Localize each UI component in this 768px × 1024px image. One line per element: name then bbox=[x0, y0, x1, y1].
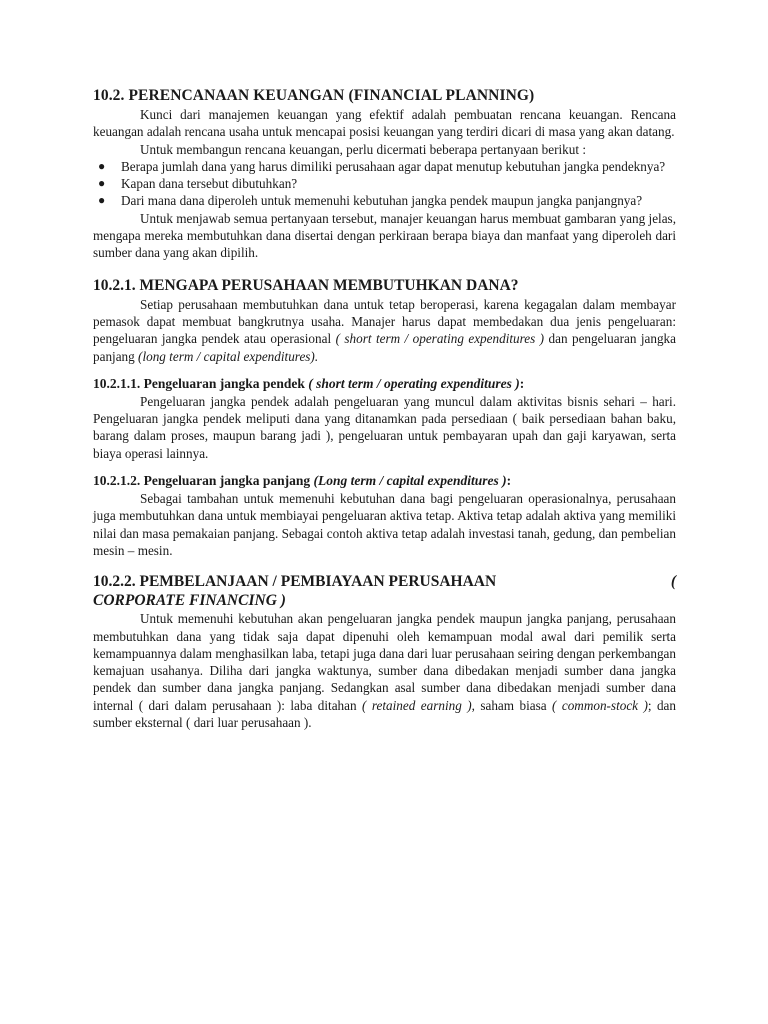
heading-run-italic: ( short term / operating expenditures ) bbox=[308, 375, 520, 391]
list-item bbox=[93, 175, 676, 192]
text-run: Setiap perusahaan membutuhkan dana untuk tetap beroperasi, karena kegagalan dalam membayar pemasok dapat membuat bangkrutnya usaha. Manajer harus dapat membedakan dua jenis pengeluaran: pengeluaran jangka pendek atau operasional bbox=[93, 296, 676, 347]
paragraph-intro: Kunci dari manajemen keuangan yang efektif adalah pembuatan rencana keuangan. Rencana keuangan adalah rencana usaha untuk mencapai posisi keuangan yang terdiri dicari di masa yang akan datang. bbox=[93, 107, 676, 140]
subsection-heading-short-term bbox=[93, 375, 676, 393]
text-run: dan pengeluaran jangka panjang bbox=[93, 331, 676, 364]
heading-run: 10.2.1.2. Pengeluaran jangka panjang bbox=[93, 473, 314, 489]
paragraph-answer: Untuk menjawab semua pertanyaan tersebut, manajer keuangan harus membuat gambaran yang jelas, mengapa mereka membutuhkan dana disertai dengan perkiraan berapa biaya dan manfaat yang diperoleh dari sumber dana yang akan dipilih. bbox=[93, 210, 676, 261]
paragraph-corporate-financing bbox=[93, 610, 676, 731]
heading-run-italic: (Long term / capital expenditures ) bbox=[313, 473, 507, 489]
text-run-italic: ( retained earning ) bbox=[362, 697, 472, 713]
heading-row bbox=[93, 572, 676, 591]
text-run-italic: ( common-stock ) bbox=[552, 697, 648, 713]
list-item-text: Kapan dana tersebut dibutuhkan? bbox=[121, 176, 298, 192]
list-item-text: Dari mana dana diperoleh untuk memenuhi kebutuhan jangka pendek maupun jangka panjangnya? bbox=[121, 193, 643, 209]
section-heading-corporate-financing bbox=[93, 572, 676, 610]
bullet-icon: ● bbox=[98, 176, 106, 191]
paragraph-long-term: Sebagai tambahan untuk memenuhi kebutuhan dana bagi pengeluaran operasionalnya, perusahaan juga membutuhkan dana untuk membiayai pengeluaran aktiva tetap. Aktiva tetap adalah aktiva yang memiliki nilai dan masa pemakaian panjang. Sebagai contoh aktiva tetap adalah investasi tanah, gedung, dan pembelian mesin – mesin. bbox=[93, 491, 676, 558]
text-run: ; dan sumber eksternal ( dari luar perusahaan ). bbox=[93, 697, 677, 731]
section-heading-financial-planning: 10.2. PERENCANAAN KEUANGAN (FINANCIAL PLANNING) bbox=[93, 87, 535, 104]
heading-run-italic: ( bbox=[670, 573, 676, 591]
section-heading-why-funds: 10.2.1. MENGAPA PERUSAHAAN MEMBUTUHKAN DANA? bbox=[93, 276, 519, 294]
list-item bbox=[93, 192, 676, 209]
paragraph-short-term: Pengeluaran jangka pendek adalah pengeluaran yang muncul dalam aktivitas bisnis sehari – hari. Pengeluaran jangka pendek meliputi dana yang ditanamkan pada persediaan ( baik persediaan bahan baku, barang dalam proses, maupun barang jadi ), pengeluaran untuk pembayaran upah dan gaji karyawan, serta biaya operasi lainnya. bbox=[93, 393, 676, 461]
text-run: Untuk memenuhi kebutuhan akan pengeluaran jangka pendek maupun jangka panjang, perusahaan membutuhkan dana yang tidak saja dapat dipenuhi oleh kemampuan modal awal dari pemilik serta kemampuannya dalam menghasilkan laba, tetapi juga dana dari luar perusahaan seiring dengan perkembangan kemajuan usahanya. Diliha dari jangka waktunya, sumber dana dibedakan menjadi sumber dana jangka pendek dan sumber dana jangka panjang. Sedangkan asal sumber dana dibedakan menjadi sumber dana internal ( dari dalam perusahaan ): laba ditahan bbox=[93, 611, 676, 713]
bullet-icon: ● bbox=[98, 158, 106, 173]
list-item bbox=[93, 158, 676, 175]
text-run-italic: (long term / capital expenditures). bbox=[138, 348, 319, 364]
paragraph-questions-lead: Untuk membangun rencana keuangan, perlu dicermati beberapa pertanyaan berikut : bbox=[140, 141, 586, 157]
text-run-italic: ( short term / operating expenditures ) bbox=[335, 331, 545, 347]
question-list bbox=[93, 158, 676, 210]
heading-run: 10.2.2. PEMBELANJAAN / PEMBIAYAAN PERUSAHAAN bbox=[93, 573, 497, 591]
heading-run: : bbox=[519, 375, 525, 391]
list-item-text: Berapa jumlah dana yang harus dimiliki perusahaan agar dapat menutup kebutuhan jangka pendeknya? bbox=[121, 158, 666, 174]
heading-run: : bbox=[506, 473, 512, 489]
paragraph-why-funds bbox=[93, 296, 676, 365]
bullet-icon: ● bbox=[98, 193, 106, 208]
heading-run: 10.2.1.1. Pengeluaran jangka pendek bbox=[93, 375, 309, 391]
heading-run-italic: CORPORATE FINANCING ) bbox=[93, 592, 286, 610]
text-run: , saham biasa bbox=[471, 697, 553, 713]
subsection-heading-long-term bbox=[93, 472, 676, 490]
document-body bbox=[93, 86, 676, 731]
